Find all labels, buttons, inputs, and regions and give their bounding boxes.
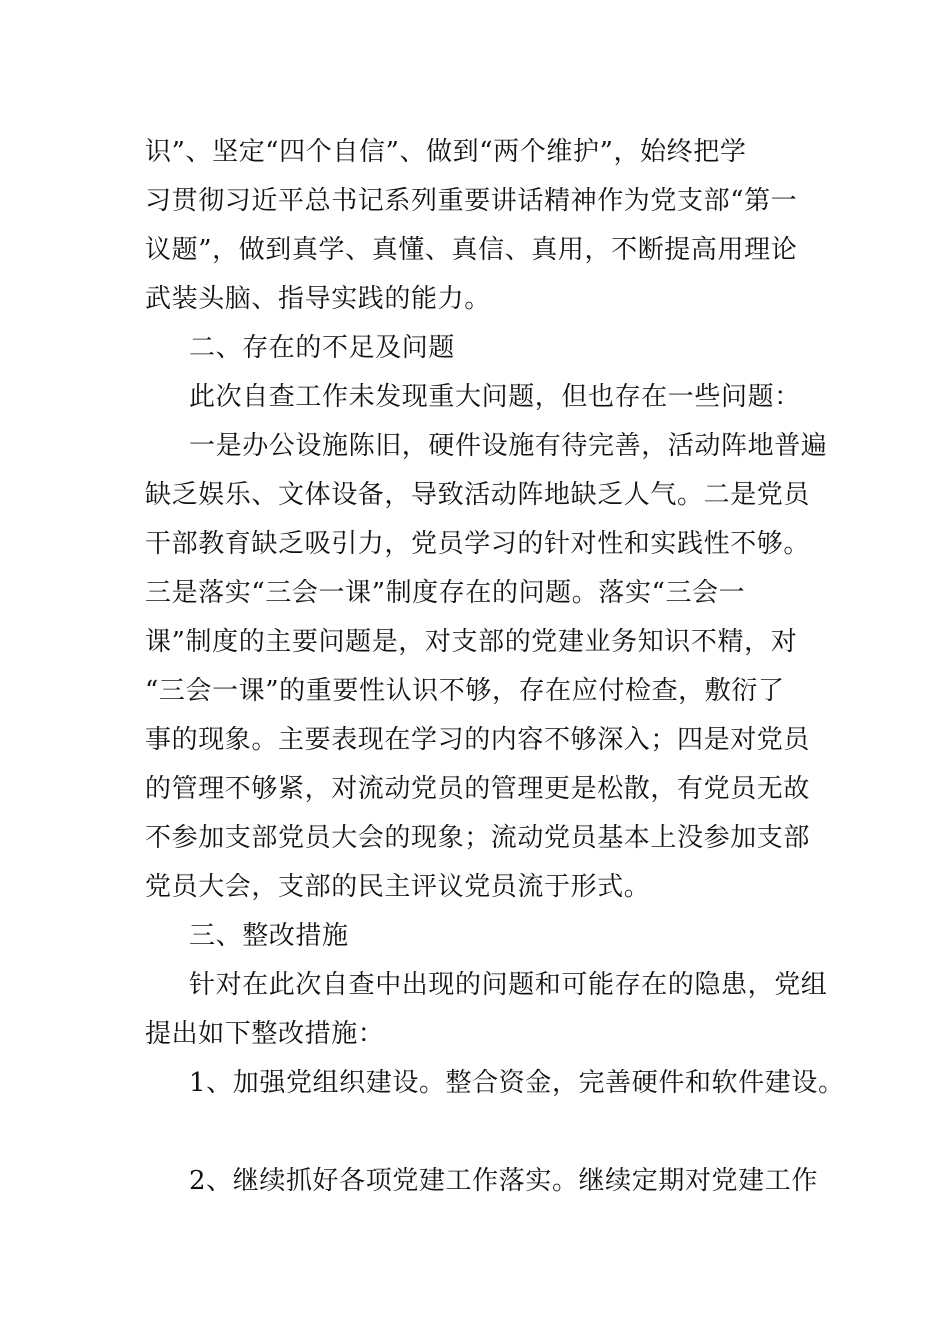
text-line: 干部教育缺乏吸引力，党员学习的针对性和实践性不够。 <box>145 529 811 559</box>
text-line: 事的现象。主要表现在学习的内容不够深入；四是对党员 <box>145 725 811 755</box>
text-line: 的管理不够紧，对流动党员的管理更是松散，有党员无故 <box>145 774 811 804</box>
text-line: 习贯彻习近平总书记系列重要讲话精神作为党支部“第一 <box>145 186 798 216</box>
text-line: 三是落实“三会一课”制度存在的问题。落实“三会一 <box>145 578 746 608</box>
list-item: 1、加强党组织建设。整合资金，完善硬件和软件建设。 <box>189 1068 845 1098</box>
text-line: 此次自查工作未发现重大问题，但也存在一些问题： <box>189 382 801 412</box>
section-heading: 三、整改措施 <box>189 921 349 951</box>
text-line: “三会一课”的重要性认识不够，存在应付检查，敷衍了 <box>145 676 785 706</box>
section-heading: 二、存在的不足及问题 <box>189 333 456 363</box>
text-line: 课”制度的主要问题是，对支部的党建业务知识不精，对 <box>145 627 798 657</box>
text-line: 识”、坚定“四个自信”、做到“两个维护”，始终把学 <box>145 137 747 167</box>
text-line: 议题”，做到真学、真懂、真信、真用，不断提高用理论 <box>145 235 798 265</box>
text-line: 一是办公设施陈旧，硬件设施有待完善，活动阵地普遍 <box>189 431 828 461</box>
text-line: 党员大会，支部的民主评议党员流于形式。 <box>145 872 651 902</box>
text-line: 不参加支部党员大会的现象；流动党员基本上没参加支部 <box>145 823 811 853</box>
text-line: 针对在此次自查中出现的问题和可能存在的隐患，党组 <box>189 970 828 1000</box>
text-line: 武装头脑、指导实践的能力。 <box>145 284 491 314</box>
list-item: 2、继续抓好各项党建工作落实。继续定期对党建工作 <box>189 1166 818 1196</box>
text-line: 缺乏娱乐、文体设备，导致活动阵地缺乏人气。二是党员 <box>145 480 811 510</box>
text-line: 提出如下整改措施： <box>145 1019 385 1049</box>
